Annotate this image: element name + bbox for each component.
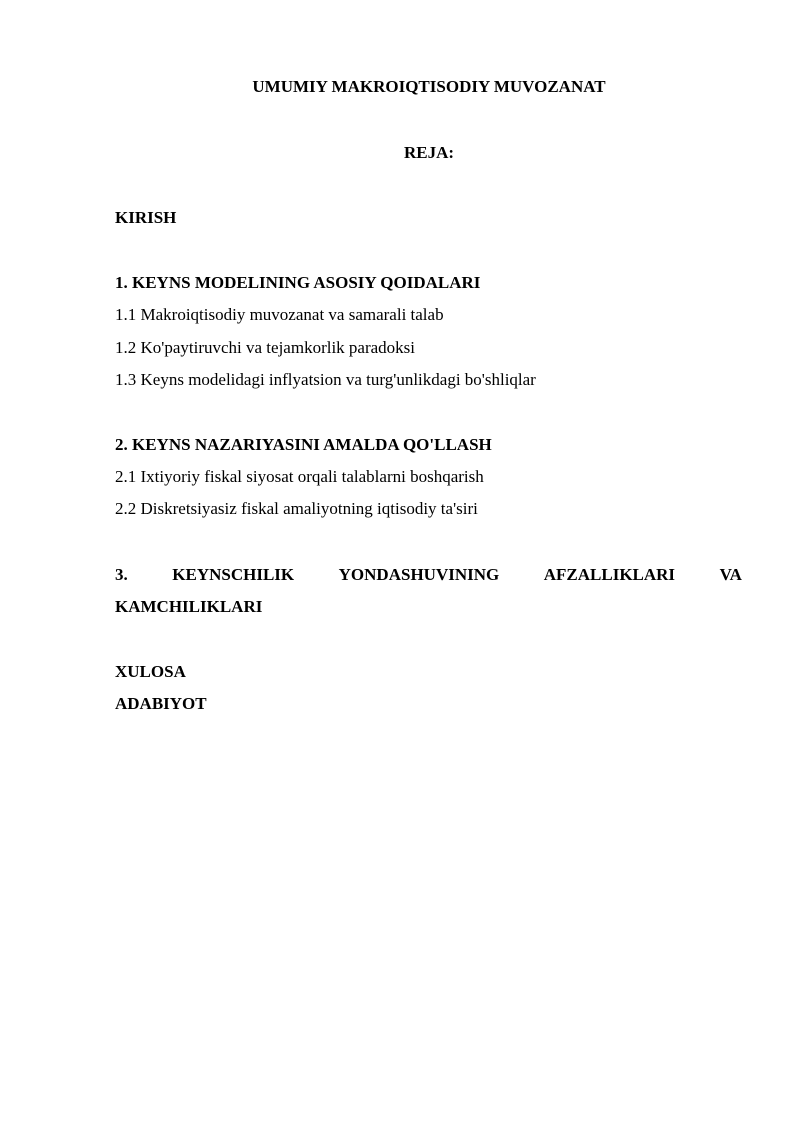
section1-item: 1.2 Ko'paytiruvchi va tejamkorlik paradoksi — [115, 338, 416, 357]
section3-heading-word: VA — [719, 565, 742, 584]
section3-heading-line2: KAMCHILIKLARI — [115, 597, 263, 616]
section2-item: 2.1 Ixtiyoriy fiskal siyosat orqali talablarni boshqarish — [115, 467, 484, 486]
section1-item: 1.1 Makroiqtisodiy muvozanat va samarali talab — [115, 305, 444, 324]
intro-heading: KIRISH — [115, 208, 177, 227]
section1-heading: 1. KEYNS MODELINING ASOSIY QOIDALARI — [115, 273, 481, 292]
section2-heading: 2. KEYNS NAZARIYASINI AMALDA QO'LLASH — [115, 435, 492, 454]
section3-heading-word: YONDASHUVINING — [338, 565, 500, 584]
section2-item: 2.2 Diskretsiyasiz fiskal amaliyotning iqtisodiy ta'siri — [115, 499, 478, 518]
section3-heading — [115, 564, 742, 586]
section3-heading-word: 3. — [115, 565, 128, 584]
references-heading: ADABIYOT — [115, 694, 207, 713]
section3-heading-word: KEYNSCHILIK — [172, 565, 295, 584]
section1-item: 1.3 Keyns modelidagi inflyatsion va turg'unlikdagi bo'shliqlar — [115, 370, 536, 389]
section3-heading-word: AFZALLIKLARI — [543, 565, 676, 584]
document-title: UMUMIY MAKROIQTISODIY MUVOZANAT — [252, 77, 606, 96]
conclusion-heading: XULOSA — [115, 662, 186, 681]
plan-heading: REJA: — [403, 143, 455, 162]
